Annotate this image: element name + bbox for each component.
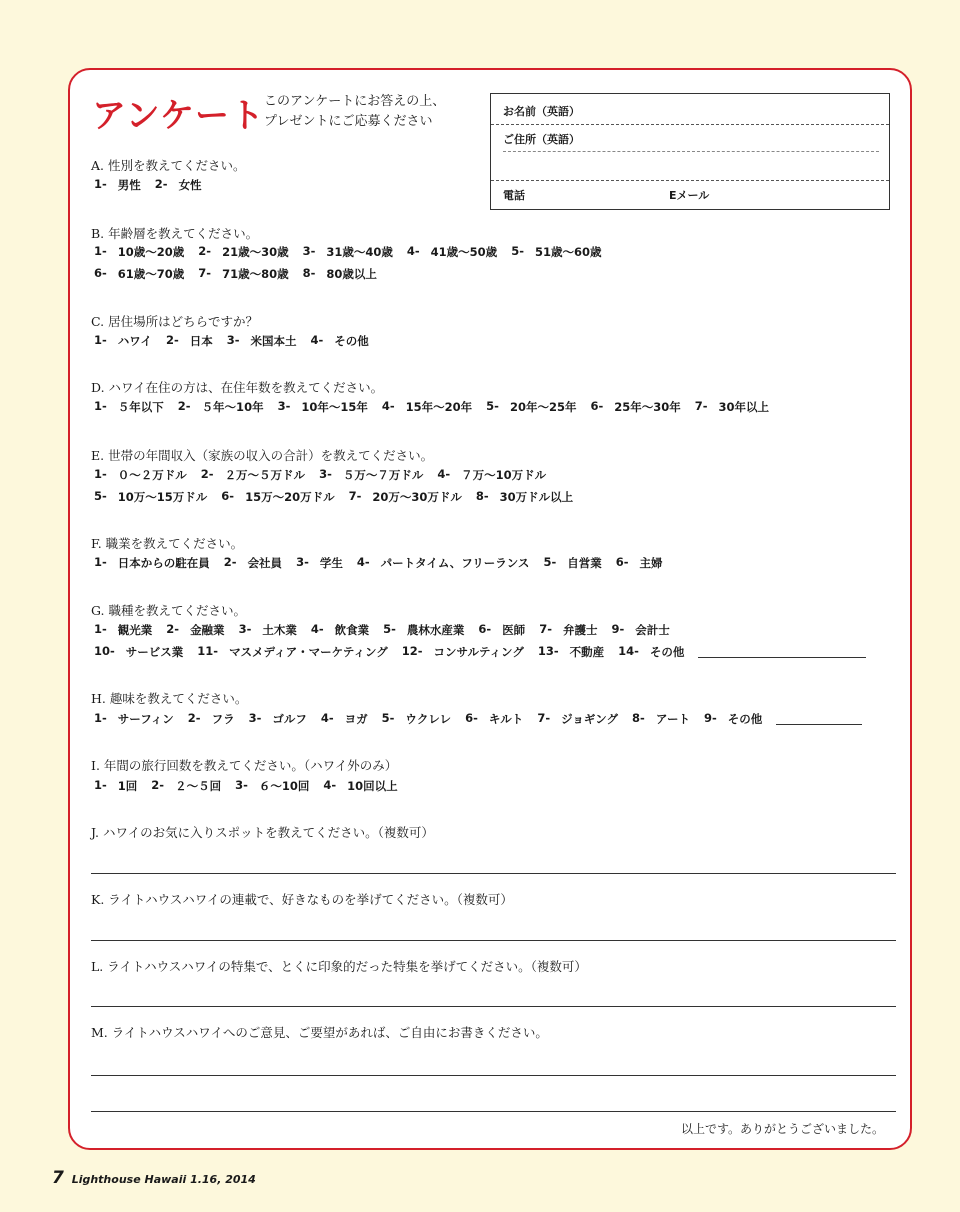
option-number: 6- — [478, 622, 492, 636]
option-label: ２〜５回 — [175, 779, 222, 793]
option-label: 自営業 — [567, 556, 602, 570]
option-number: 2- — [200, 467, 214, 481]
option-number: 3- — [235, 778, 248, 792]
option-label: 米国本土 — [250, 334, 297, 348]
option-label: 31歳〜40歳 — [326, 245, 393, 259]
option-label: 20万〜30万ドル — [372, 490, 462, 504]
option-number: 4- — [310, 333, 324, 347]
option-label: 学生 — [319, 556, 343, 570]
answer-option[interactable] — [239, 622, 297, 638]
option-number: 7- — [537, 711, 551, 725]
option-number: 5- — [381, 711, 395, 725]
option-number: 10- — [94, 644, 115, 658]
intro-line-2: プレゼントにご応募ください — [264, 114, 433, 129]
option-number: 4- — [381, 399, 395, 413]
option-label: ５年〜10年 — [201, 400, 264, 414]
option-number: 3- — [238, 622, 252, 636]
question-a-title: A. 性別を教えてください。 — [91, 158, 246, 173]
answer-option[interactable] — [511, 244, 601, 260]
option-number: 3- — [296, 555, 309, 569]
option-number: 5- — [486, 399, 499, 413]
option-number: 2- — [151, 778, 165, 792]
name-field-line — [491, 124, 889, 125]
question-h-options — [94, 711, 862, 727]
answer-option[interactable] — [166, 333, 213, 349]
question-f-options — [94, 555, 677, 571]
option-number: 2- — [154, 177, 168, 191]
address-field-label[interactable]: ご住所（英語） — [503, 133, 580, 146]
answer-option[interactable] — [178, 399, 264, 415]
answer-option[interactable] — [94, 467, 187, 483]
option-label: 金融業 — [190, 623, 225, 637]
answer-option[interactable] — [632, 711, 690, 727]
survey-title: アンケート — [92, 96, 265, 136]
question-c-title: C. 居住場所はどちらですか？ — [91, 314, 258, 329]
option-number: 8- — [632, 711, 645, 725]
answer-option[interactable] — [704, 711, 762, 727]
question-a-options — [94, 177, 216, 193]
answer-option[interactable] — [94, 622, 152, 638]
question-i-title: I. 年間の旅行回数を教えてください。（ハワイ外のみ） — [91, 758, 398, 773]
answer-option[interactable] — [94, 399, 164, 415]
question-c-options — [94, 333, 383, 349]
option-label: ウクレレ — [405, 712, 452, 726]
option-label: コンサルティング — [433, 645, 524, 659]
address-field-line — [503, 151, 879, 152]
option-number: 1- — [94, 622, 107, 636]
option-label: サービス業 — [125, 645, 184, 659]
option-label: ジョギング — [561, 712, 619, 726]
answer-option[interactable] — [407, 244, 497, 260]
answer-option[interactable] — [303, 244, 393, 260]
question-h-title: H. 趣味を教えてください。 — [91, 691, 248, 706]
option-number: 11- — [197, 644, 219, 658]
option-number: 5- — [383, 622, 396, 636]
option-number: 2- — [165, 333, 179, 347]
option-number: 6- — [221, 489, 235, 503]
answer-write-line[interactable] — [91, 1075, 896, 1076]
answer-option[interactable] — [94, 711, 174, 727]
option-number: 14- — [618, 644, 639, 658]
option-number: 4- — [406, 244, 420, 258]
answer-option[interactable] — [321, 711, 368, 727]
page-number: 7 — [52, 1168, 64, 1188]
closing-message: 以上です。ありがとうございました。 — [680, 1122, 884, 1136]
answer-option[interactable] — [695, 399, 769, 415]
option-number: 2- — [198, 244, 212, 258]
option-label: 80歳以上 — [326, 267, 377, 281]
option-number: 7- — [348, 489, 362, 503]
option-label: アート — [655, 712, 690, 726]
answer-option[interactable] — [198, 266, 288, 282]
option-number: 6- — [94, 266, 107, 280]
option-label: 日本 — [189, 334, 213, 348]
option-label: 61歳〜70歳 — [117, 267, 185, 281]
question-b-title: B. 年齢層を教えてください。 — [91, 226, 259, 241]
option-number: 1- — [94, 333, 107, 347]
question-m-title: M. ライトハウスハワイへのご意見、ご要望があれば、ご自由にお書きください。 — [91, 1025, 548, 1040]
option-label: 土木業 — [262, 623, 297, 637]
answer-option[interactable] — [465, 711, 523, 727]
answer-option[interactable] — [151, 778, 221, 794]
page-footer — [52, 1168, 256, 1188]
answer-option[interactable] — [235, 778, 309, 794]
answer-option[interactable] — [590, 399, 680, 415]
answer-option[interactable] — [94, 778, 137, 794]
answer-option[interactable] — [437, 467, 546, 483]
option-number: 5- — [94, 489, 107, 503]
option-label: 30万ドル以上 — [499, 490, 574, 504]
answer-option[interactable] — [537, 711, 618, 727]
option-label: 飲食業 — [334, 623, 370, 637]
option-label: 21歳〜30歳 — [222, 245, 289, 259]
phone-field-label[interactable]: 電話 — [503, 189, 525, 202]
option-number: 4- — [320, 711, 334, 725]
option-label: ７万〜10万ドル — [461, 468, 547, 482]
option-number: 9- — [703, 711, 717, 725]
answer-option[interactable] — [357, 555, 530, 571]
question-g-options — [94, 622, 684, 638]
option-label: 71歳〜80歳 — [222, 267, 289, 281]
question-b-options — [94, 266, 391, 282]
answer-option[interactable] — [311, 622, 369, 638]
publication-info: Lighthouse Hawaii 1.16, 2014 — [71, 1173, 256, 1186]
option-number: 1- — [94, 399, 107, 413]
option-number: 1- — [94, 555, 107, 569]
option-label: 会計士 — [635, 623, 670, 637]
answer-option[interactable] — [402, 644, 524, 660]
option-label: 15年〜20年 — [405, 400, 473, 414]
answer-option[interactable] — [538, 644, 604, 660]
option-label: サーフィン — [117, 712, 174, 726]
option-label: 不動産 — [569, 645, 605, 659]
question-k-title: K. ライトハウスハワイの連載で、好きなものを挙げてください。（複数可） — [91, 892, 513, 907]
option-label: 1回 — [117, 779, 138, 793]
option-number: 7- — [539, 622, 552, 636]
answer-option[interactable] — [616, 555, 663, 571]
answer-option[interactable] — [382, 711, 452, 727]
question-i-options — [94, 778, 412, 794]
answer-option[interactable] — [349, 489, 462, 505]
option-number: 6- — [590, 399, 604, 413]
option-number: 1- — [94, 711, 107, 725]
option-number: 1- — [94, 244, 107, 258]
option-label: ハワイ — [117, 334, 152, 348]
answer-option[interactable] — [166, 622, 224, 638]
option-label: 10回以上 — [347, 779, 398, 793]
answer-write-line[interactable] — [91, 940, 896, 941]
survey-intro — [264, 92, 445, 132]
answer-option[interactable] — [539, 622, 597, 638]
option-label: 51歳〜60歳 — [534, 245, 602, 259]
option-number: 9- — [611, 622, 625, 636]
answer-option[interactable] — [611, 622, 669, 638]
answer-option[interactable] — [224, 555, 282, 571]
answer-option[interactable] — [155, 177, 202, 193]
option-number: 7- — [198, 266, 212, 280]
answer-option[interactable] — [221, 489, 334, 505]
answer-option[interactable] — [197, 644, 387, 660]
intro-line-1: このアンケートにお答えの上、 — [264, 94, 446, 109]
option-label: 医師 — [502, 623, 526, 637]
option-number: 4- — [437, 467, 451, 481]
answer-option[interactable] — [478, 622, 525, 638]
option-label: その他 — [334, 334, 369, 348]
option-label: 女性 — [178, 178, 202, 192]
option-label: 30年以上 — [718, 400, 770, 414]
option-label: 弁護士 — [562, 623, 598, 637]
option-label: キルト — [488, 712, 524, 726]
question-d-options — [94, 399, 783, 415]
option-number: 4- — [356, 555, 370, 569]
answer-write-line[interactable] — [91, 1006, 896, 1007]
answer-option[interactable] — [323, 778, 397, 794]
option-label: その他 — [649, 645, 685, 659]
option-number: 2- — [187, 711, 201, 725]
answer-option[interactable] — [311, 333, 369, 349]
answer-option[interactable] — [94, 644, 183, 660]
question-g-title: G. 職種を教えてください。 — [91, 603, 246, 618]
question-e-title: E. 世帯の年間収入（家族の収入の合計）を教えてください。 — [91, 448, 434, 463]
option-label: フラ — [211, 712, 235, 726]
option-label: その他 — [727, 712, 763, 726]
option-label: ６〜10回 — [258, 779, 310, 793]
question-d-title: D. ハワイ在住の方は、在住年数を教えてください。 — [91, 380, 384, 395]
option-label: 主婦 — [639, 556, 663, 570]
option-label: 男性 — [117, 178, 141, 192]
option-label: 15万〜20万ドル — [245, 490, 335, 504]
question-g-options — [94, 644, 866, 660]
answer-write-line[interactable] — [91, 1111, 896, 1112]
option-label: 20年〜25年 — [509, 400, 577, 414]
answer-option[interactable] — [383, 622, 464, 638]
option-number: 8- — [475, 489, 489, 503]
option-number: 1- — [94, 467, 107, 481]
option-label: 10歳〜20歳 — [117, 245, 185, 259]
answer-option[interactable] — [476, 489, 573, 505]
question-e-options — [94, 489, 587, 505]
option-label: 10年〜15年 — [301, 400, 368, 414]
answer-option[interactable] — [486, 399, 576, 415]
option-label: 25年〜30年 — [614, 400, 681, 414]
answer-option[interactable] — [303, 266, 377, 282]
option-number: 13- — [537, 644, 559, 658]
option-label: パートタイム、フリーランス — [380, 556, 530, 570]
option-number: 2- — [177, 399, 191, 413]
option-number: 6- — [615, 555, 629, 569]
option-number: 2- — [223, 555, 237, 569]
option-label: ５万〜７万ドル — [342, 468, 424, 482]
option-number: 3- — [226, 333, 240, 347]
option-label: 農林水産業 — [406, 623, 465, 637]
option-label: ５年以下 — [117, 400, 164, 414]
answer-option[interactable] — [94, 177, 141, 193]
question-f-title: F. 職業を教えてください。 — [91, 536, 244, 551]
option-number: 4- — [310, 622, 324, 636]
option-number: 2- — [166, 622, 180, 636]
option-label: 会社員 — [247, 556, 283, 570]
answer-option[interactable] — [543, 555, 601, 571]
option-label: 41歳〜50歳 — [430, 245, 498, 259]
answer-option[interactable] — [94, 489, 207, 505]
option-number: 3- — [302, 244, 316, 258]
answer-option[interactable] — [94, 555, 210, 571]
answer-option[interactable] — [618, 644, 684, 660]
answer-option[interactable] — [94, 244, 184, 260]
answer-option[interactable] — [227, 333, 297, 349]
option-label: ０〜２万ドル — [117, 468, 187, 482]
option-label: ２万〜５万ドル — [224, 468, 306, 482]
question-b-options — [94, 244, 615, 260]
option-number: 3- — [248, 711, 262, 725]
question-e-options — [94, 467, 560, 483]
name-field-label[interactable]: お名前（英語） — [503, 105, 580, 118]
answer-option[interactable] — [201, 467, 305, 483]
answer-option[interactable] — [94, 266, 184, 282]
option-number: 6- — [465, 711, 478, 725]
option-number: 3- — [277, 399, 291, 413]
other-write-in-blank[interactable] — [698, 656, 866, 658]
contact-info-box — [490, 93, 890, 210]
option-label: 日本からの駐在員 — [117, 556, 210, 570]
option-label: マスメディア・マーケティング — [229, 645, 388, 659]
answer-option[interactable] — [319, 467, 423, 483]
option-label: ゴルフ — [272, 712, 307, 726]
answer-write-line[interactable] — [91, 873, 896, 874]
option-label: 10万〜15万ドル — [117, 490, 208, 504]
option-number: 12- — [401, 644, 423, 658]
option-label: ヨガ — [344, 712, 368, 726]
answer-option[interactable] — [94, 333, 152, 349]
option-number: 3- — [319, 467, 332, 481]
answer-option[interactable] — [249, 711, 307, 727]
option-number: 4- — [323, 778, 337, 792]
option-number: 8- — [302, 266, 316, 280]
option-number: 7- — [694, 399, 708, 413]
address-field-end-line — [491, 180, 889, 181]
answer-option[interactable] — [198, 244, 288, 260]
option-label: 観光業 — [117, 623, 153, 637]
option-number: 5- — [511, 244, 524, 258]
question-j-title: J. ハワイのお気に入りスポットを教えてください。（複数可） — [91, 825, 434, 840]
option-number: 1- — [94, 177, 107, 191]
other-write-in-blank[interactable] — [776, 723, 862, 725]
option-number: 1- — [94, 778, 107, 792]
answer-option[interactable] — [382, 399, 472, 415]
question-l-title: L. ライトハウスハワイの特集で、とくに印象的だった特集を挙げてください。（複数可） — [91, 959, 587, 974]
option-number: 5- — [543, 555, 557, 569]
answer-option[interactable] — [296, 555, 343, 571]
answer-option[interactable] — [188, 711, 235, 727]
email-field-label[interactable]: Eメール — [669, 189, 710, 202]
answer-option[interactable] — [278, 399, 368, 415]
